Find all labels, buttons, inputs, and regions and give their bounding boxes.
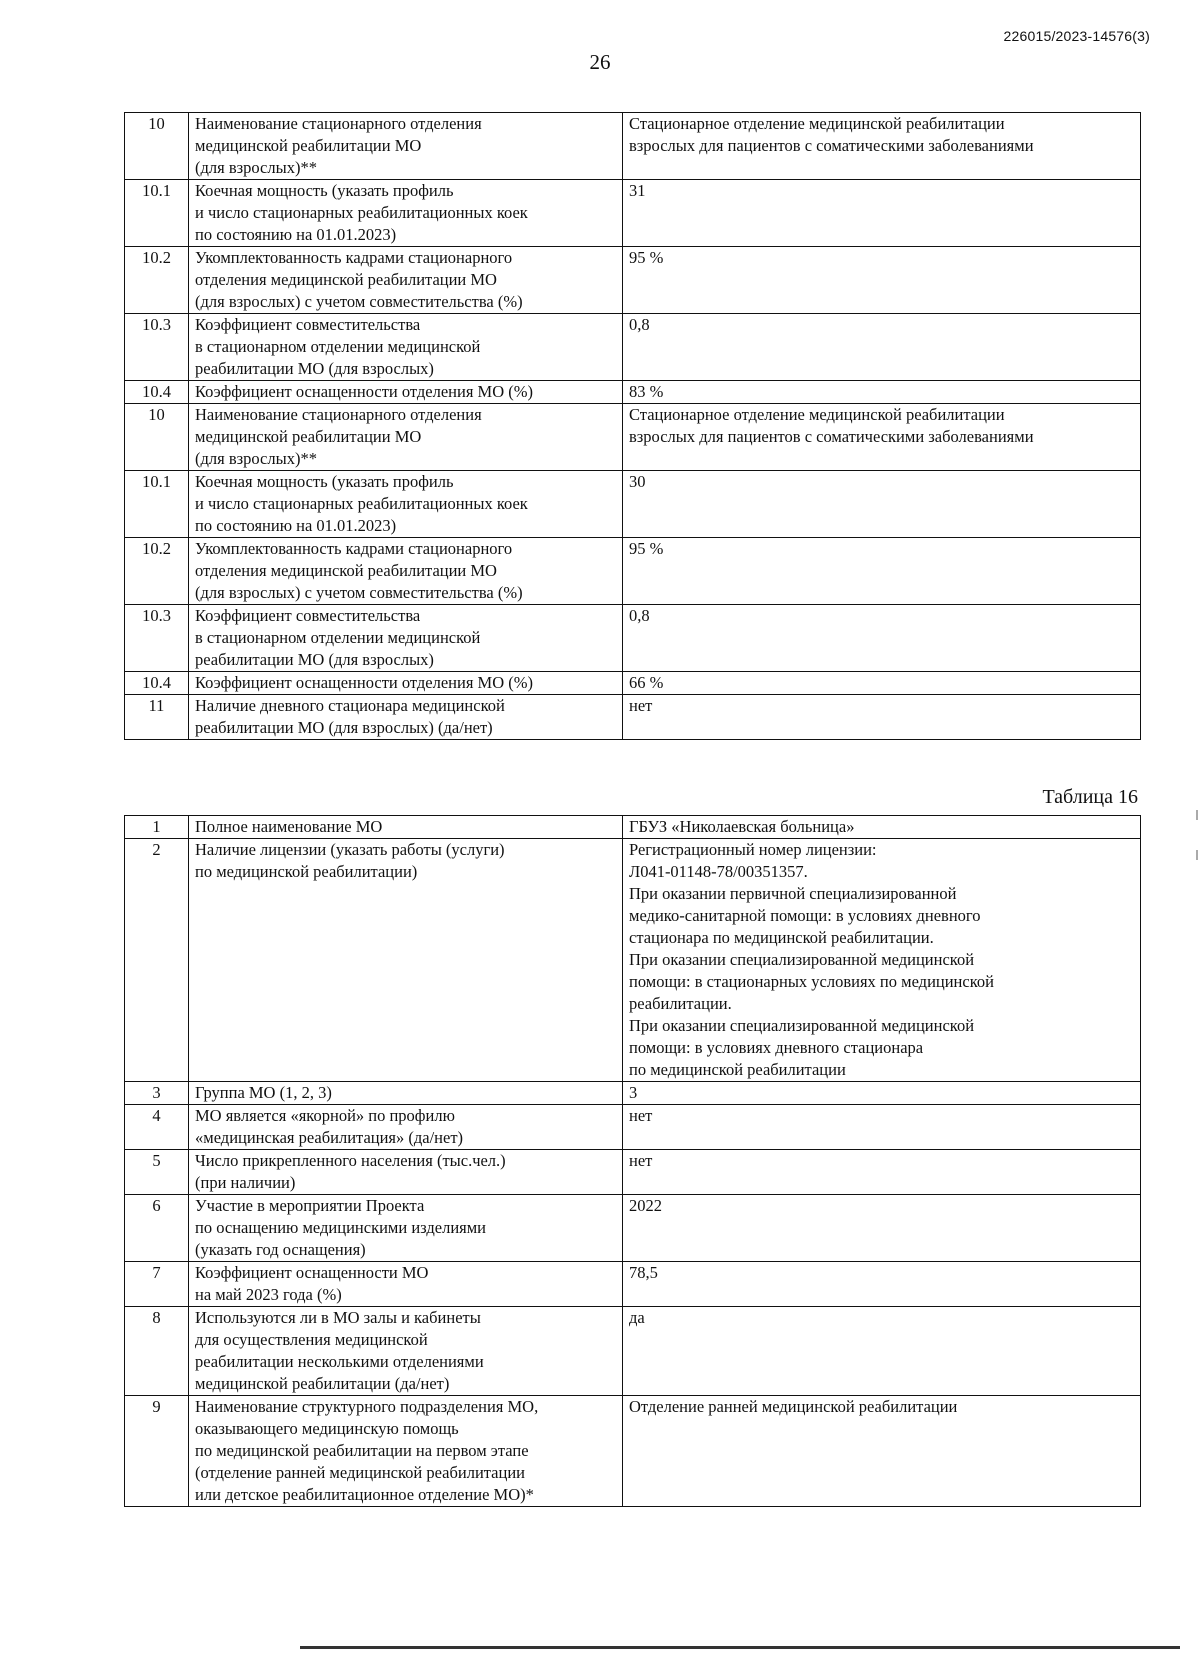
- row-label: Укомплектованность кадрами стационарного отделения медицинской реабилитации МО (для взрослых) с учетом совместительства (%): [189, 538, 623, 605]
- row-value: 31: [623, 180, 1141, 247]
- document-id: 226015/2023-14576(3): [1003, 28, 1150, 44]
- row-label: Укомплектованность кадрами стационарного отделения медицинской реабилитации МО (для взрослых) с учетом совместительства (%): [189, 247, 623, 314]
- table-row: [125, 180, 1141, 247]
- row-number: 10.2: [125, 538, 189, 605]
- row-label: Группа МО (1, 2, 3): [189, 1082, 623, 1105]
- table-row: [125, 247, 1141, 314]
- table-row: [125, 538, 1141, 605]
- row-label: МО является «якорной» по профилю «медицинская реабилитация» (да/нет): [189, 1105, 623, 1150]
- row-value: Стационарное отделение медицинской реабилитации взрослых для пациентов с соматическими заболеваниями: [623, 404, 1141, 471]
- row-label: Наименование стационарного отделения медицинской реабилитации МО (для взрослых)**: [189, 404, 623, 471]
- row-value: 95 %: [623, 538, 1141, 605]
- row-number: 10.3: [125, 314, 189, 381]
- table-row: [125, 1150, 1141, 1195]
- row-number: 10: [125, 113, 189, 180]
- hospital-info-table: [124, 815, 1141, 1507]
- row-label: Коечная мощность (указать профиль и число стационарных реабилитационных коек по состоянию на 01.01.2023): [189, 471, 623, 538]
- row-number: 10.4: [125, 381, 189, 404]
- scan-edge-mark: [1196, 850, 1198, 860]
- row-label: Полное наименование МО: [189, 816, 623, 839]
- table-caption: Таблица 16: [1042, 786, 1138, 808]
- row-value: Стационарное отделение медицинской реабилитации взрослых для пациентов с соматическими заболеваниями: [623, 113, 1141, 180]
- row-number: 6: [125, 1195, 189, 1262]
- table-row: [125, 605, 1141, 672]
- row-value: 0,8: [623, 605, 1141, 672]
- row-value: Регистрационный номер лицензии: Л041-01148-78/00351357. При оказании первичной специализированной медико-санитарной помощи: в условиях дневного стационара по медицинской реабилитации. При оказании специализированной медицинской помощи: в стационарных условиях по медицинской реабилитации. При оказании специализированной медицинской помощи: в условиях дневного стационара по медицинской реабилитации: [623, 839, 1141, 1082]
- row-value: да: [623, 1307, 1141, 1396]
- table-row: [125, 471, 1141, 538]
- table-row: [125, 1082, 1141, 1105]
- row-number: 8: [125, 1307, 189, 1396]
- table-row: [125, 113, 1141, 180]
- rehab-units-table: [124, 112, 1141, 740]
- row-label: Используются ли в МО залы и кабинеты для осуществления медицинской реабилитации несколькими отделениями медицинской реабилитации (да/нет): [189, 1307, 623, 1396]
- table-row: [125, 695, 1141, 740]
- row-number: 11: [125, 695, 189, 740]
- table-row: [125, 1105, 1141, 1150]
- row-value: 66 %: [623, 672, 1141, 695]
- row-label: Коэффициент оснащенности отделения МО (%): [189, 672, 623, 695]
- page-number: 26: [589, 50, 611, 74]
- row-number: 1: [125, 816, 189, 839]
- row-number: 5: [125, 1150, 189, 1195]
- row-value: Отделение ранней медицинской реабилитации: [623, 1396, 1141, 1507]
- table-row: [125, 314, 1141, 381]
- row-number: 10.4: [125, 672, 189, 695]
- table-row: [125, 839, 1141, 1082]
- row-number: 10.1: [125, 471, 189, 538]
- table-row: [125, 1195, 1141, 1262]
- row-number: 9: [125, 1396, 189, 1507]
- row-label: Коэффициент оснащенности МО на май 2023 года (%): [189, 1262, 623, 1307]
- row-number: 2: [125, 839, 189, 1082]
- row-number: 10.2: [125, 247, 189, 314]
- table-row: [125, 816, 1141, 839]
- table-row: [125, 404, 1141, 471]
- hospital-info-table-body: [125, 816, 1141, 1507]
- row-label: Наименование структурного подразделения МО, оказывающего медицинскую помощь по медицинской реабилитации на первом этапе (отделение ранней медицинской реабилитации или детское реабилитационное отделение МО)*: [189, 1396, 623, 1507]
- row-value: 0,8: [623, 314, 1141, 381]
- row-value: нет: [623, 695, 1141, 740]
- row-value: 2022: [623, 1195, 1141, 1262]
- table-row: [125, 1396, 1141, 1507]
- row-label: Наименование стационарного отделения медицинской реабилитации МО (для взрослых)**: [189, 113, 623, 180]
- row-label: Коечная мощность (указать профиль и число стационарных реабилитационных коек по состоянию на 01.01.2023): [189, 180, 623, 247]
- row-value: 95 %: [623, 247, 1141, 314]
- row-number: 10: [125, 404, 189, 471]
- row-value: нет: [623, 1105, 1141, 1150]
- row-value: 78,5: [623, 1262, 1141, 1307]
- rehab-units-table-body: [125, 113, 1141, 740]
- row-value: 83 %: [623, 381, 1141, 404]
- row-number: 10.1: [125, 180, 189, 247]
- row-label: Коэффициент совместительства в стационарном отделении медицинской реабилитации МО (для взрослых): [189, 605, 623, 672]
- row-label: Наличие дневного стационара медицинской реабилитации МО (для взрослых) (да/нет): [189, 695, 623, 740]
- row-number: 4: [125, 1105, 189, 1150]
- table-row: [125, 1262, 1141, 1307]
- row-value: нет: [623, 1150, 1141, 1195]
- row-label: Наличие лицензии (указать работы (услуги) по медицинской реабилитации): [189, 839, 623, 1082]
- row-number: 10.3: [125, 605, 189, 672]
- row-number: 3: [125, 1082, 189, 1105]
- row-number: 7: [125, 1262, 189, 1307]
- row-value: 30: [623, 471, 1141, 538]
- scan-edge-mark: [1196, 810, 1198, 820]
- row-label: Участие в мероприятии Проекта по оснащению медицинскими изделиями (указать год оснащения): [189, 1195, 623, 1262]
- table-row: [125, 381, 1141, 404]
- row-value: ГБУЗ «Николаевская больница»: [623, 816, 1141, 839]
- row-label: Число прикрепленного населения (тыс.чел.) (при наличии): [189, 1150, 623, 1195]
- table-row: [125, 1307, 1141, 1396]
- row-value: 3: [623, 1082, 1141, 1105]
- table-row: [125, 672, 1141, 695]
- scan-edge-line: [300, 1646, 1180, 1649]
- row-label: Коэффициент совместительства в стационарном отделении медицинской реабилитации МО (для взрослых): [189, 314, 623, 381]
- row-label: Коэффициент оснащенности отделения МО (%): [189, 381, 623, 404]
